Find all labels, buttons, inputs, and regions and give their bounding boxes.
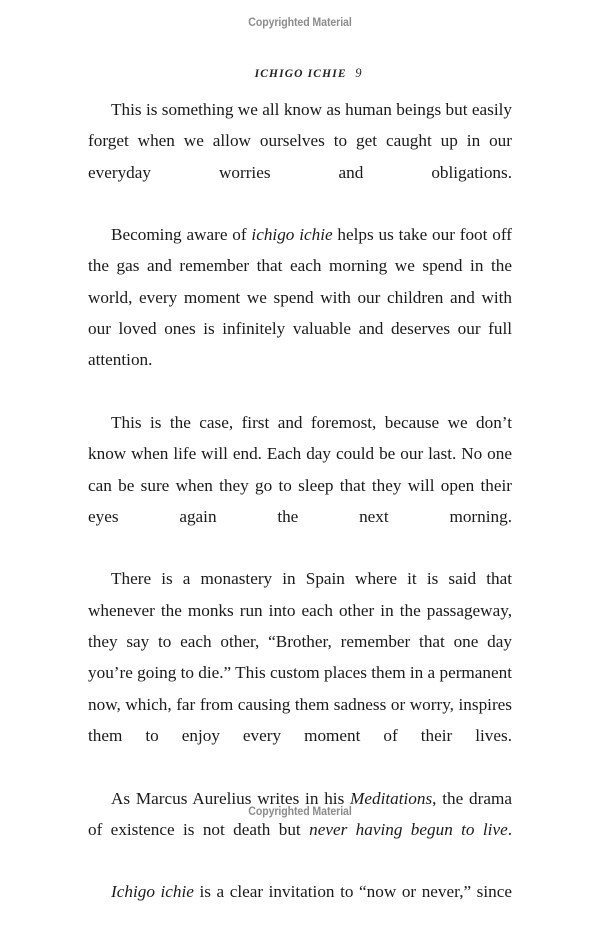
- para-6: [88, 876, 512, 939]
- para-2-run-0: Becoming aware of: [111, 225, 252, 245]
- para-6-run-0-italic: Ichigo ichie: [111, 882, 194, 902]
- para-2-run-1-italic: ichigo ichie: [251, 225, 333, 245]
- para-5-run-0: As Marcus Aurelius writes in his: [111, 788, 351, 808]
- para-4: [88, 563, 512, 782]
- para-1-run-0: This is something we all know as human beings but easily forget when we allow ourselves to get caught up in our everyday worries and obligations.: [88, 100, 512, 182]
- running-head-title: ICHIGO ICHIE: [254, 68, 347, 80]
- running-head: [0, 54, 600, 93]
- copyright-watermark-bottom: Copyrighted Material: [248, 806, 352, 818]
- para-2-run-2: helps us take our foot off the gas and remember that each morning we spend in the world, every moment we spend with our children and with our loved ones is infinitely valuable and deserves our full attention.: [88, 225, 512, 370]
- page-number: 9: [355, 66, 362, 80]
- running-head-separator: [347, 68, 356, 80]
- para-5: [88, 783, 512, 877]
- para-1: [88, 94, 512, 219]
- para-5-run-4: .: [507, 819, 512, 839]
- para-2: [88, 219, 512, 407]
- para-6-run-1: is a clear invitation to “now or never,” since: [193, 882, 513, 902]
- para-5-run-3-italic: never having begun to live: [309, 819, 508, 839]
- para-3-run-0: This is the case, first and foremost, because we don’t know when life will end. Each day could be our last. No one can be sure when they go to sleep that they will open their eyes again the next morning.: [88, 412, 512, 526]
- para-4-run-0: There is a monastery in Spain where it is said that whenever the monks run into each other in the passageway, they say to each other, “Brother, remember that one day you’re going to die.” This custom places them in a permanent now, which, far from causing them sadness or worry, inspires them to enjoy every moment of their lives.: [88, 569, 513, 745]
- para-3: [88, 407, 512, 563]
- para-5-run-2: , the drama of existence is not death but: [88, 788, 512, 839]
- para-5-run-1-italic: Meditations: [350, 788, 433, 808]
- copyright-watermark-top: Copyrighted Material: [248, 17, 352, 29]
